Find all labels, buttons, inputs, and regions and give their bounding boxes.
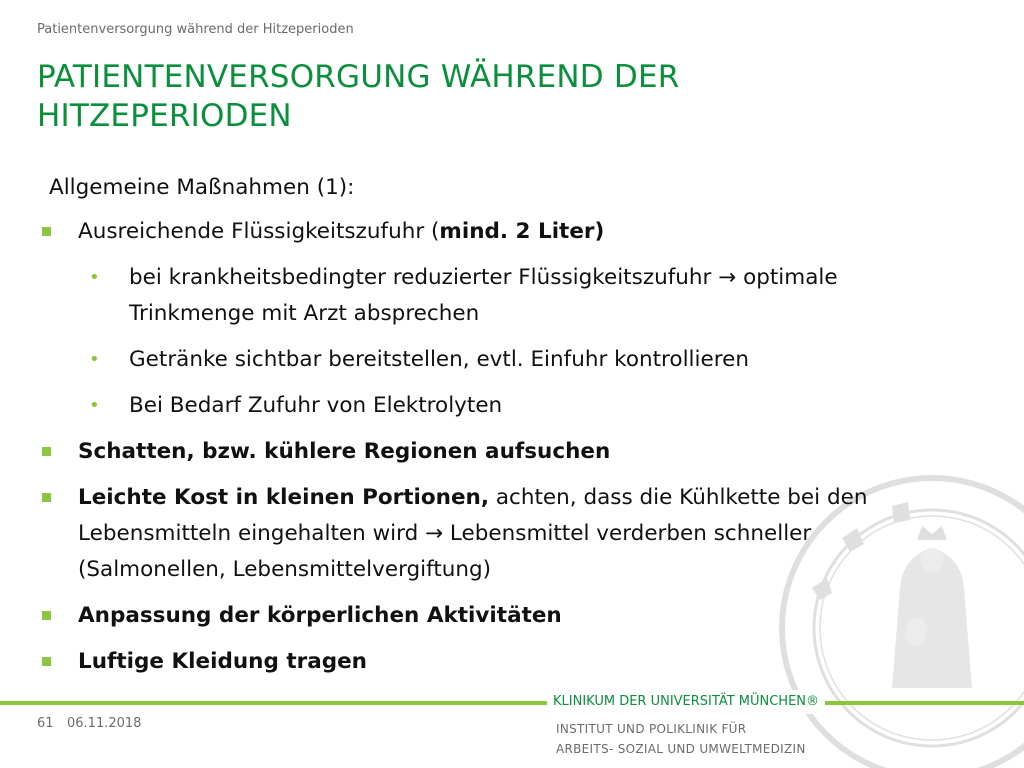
list-item-shade: Schatten, bzw. kühlere Regionen aufsuchen [40, 434, 960, 470]
dot-bullet-icon: • [89, 349, 100, 370]
square-bullet-icon [42, 447, 51, 456]
square-bullet-icon [42, 493, 51, 502]
institute-line-2: ARBEITS- SOZIAL UND UMWELTMEDIZIN [556, 742, 806, 756]
footer-institute [556, 719, 806, 759]
dot-bullet-icon: • [89, 267, 100, 288]
sub-item-electrolytes: • Bei Bedarf Zufuhr von Elektrolyten [40, 388, 960, 424]
header-small-title: Patientenversorgung während der Hitzeperioden [37, 22, 354, 37]
dot-bullet-icon: • [89, 395, 100, 416]
square-bullet-icon [42, 657, 51, 666]
sub-item-illness: • bei krankheitsbedingter reduzierter Flüssigkeitszufuhr → optimale Trinkmenge mit Arzt absprechen [40, 260, 960, 332]
list-item-light-food: Leichte Kost in kleinen Portionen, achten, dass die Kühlkette bei den Lebensmitteln eingehalten wird → Lebensmittel verderben schneller (Salmonellen, Lebensmittelvergiftung) [40, 480, 960, 588]
list-item-activity: Anpassung der körperlichen Aktivitäten [40, 598, 960, 634]
page-number: 61 [37, 716, 54, 731]
footer-date: 06.11.2018 [67, 716, 142, 731]
institute-line-1: INSTITUT UND POLIKLINIK FÜR [556, 722, 747, 736]
sub-item-drinks: • Getränke sichtbar bereitstellen, evtl. Einfuhr kontrollieren [40, 342, 960, 378]
list-item-fluid-intake: Ausreichende Flüssigkeitszufuhr (mind. 2 Liter) [40, 214, 960, 250]
square-bullet-icon [42, 611, 51, 620]
square-bullet-icon [42, 227, 51, 236]
intro-text: Allgemeine Maßnahmen (1): [49, 175, 355, 200]
footer-organization: KLINIKUM DER UNIVERSITÄT MÜNCHEN® [547, 690, 825, 714]
slide-title: PATIENTENVERSORGUNG WÄHREND DER HITZEPERIODEN [37, 59, 680, 134]
content-body [40, 170, 960, 690]
footer-divider [0, 701, 1024, 705]
list-item-clothing: Luftige Kleidung tragen [40, 644, 960, 680]
